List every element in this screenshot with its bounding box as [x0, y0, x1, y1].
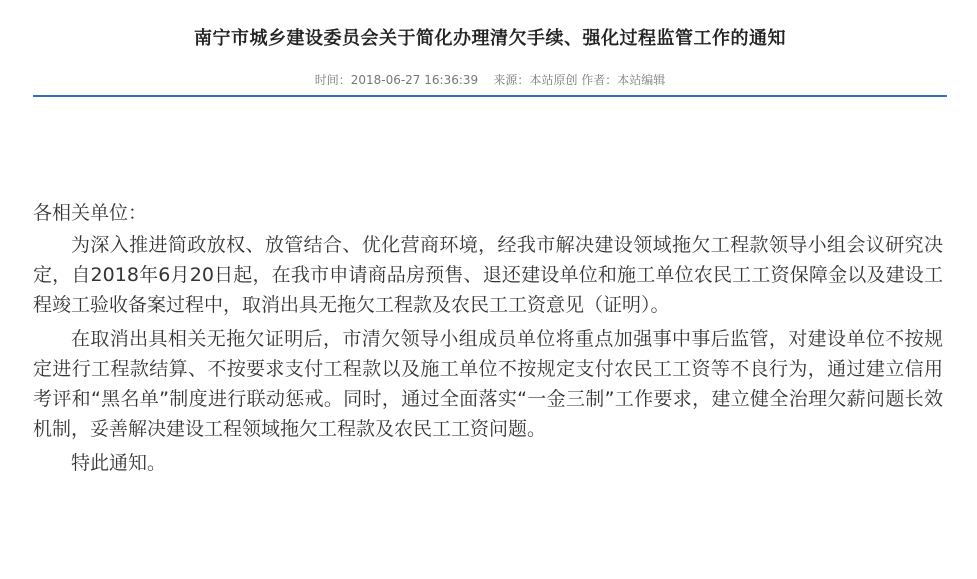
- author-label: 作者：: [581, 73, 618, 87]
- article-meta: [33, 71, 947, 88]
- publish-time: 2018-06-27 16:36:39: [350, 73, 479, 87]
- time-label: 时间：: [314, 73, 351, 87]
- paragraph-2: 在取消出具相关无拖欠证明后，市清欠领导小组成员单位将重点加强事中事后监管，对建设单位不按规定进行工程款结算、不按要求支付工程款以及施工单位不按规定支付农民工工资等不良行为，通过建立信用考评和“黑名单”制度进行联动惩戒。同时，通过全面落实“一金三制”工作要求，建立健全治理欠薪问题长效机制，妥善解决建设工程领域拖欠工程款及农民工工资问题。: [33, 328, 943, 440]
- page-title: 南宁市城乡建设委员会关于简化办理清欠手续、强化过程监管工作的通知: [194, 28, 786, 49]
- article-body: [33, 198, 943, 482]
- author-value: 本站编辑: [617, 73, 666, 87]
- salutation: 各相关单位：: [33, 202, 148, 224]
- paragraph-1: 为深入推进简政放权、放管结合、优化营商环境，经我市解决建设领域拖欠工程款领导小组会议研究决定，自2018年6月20日起，在我市申请商品房预售、退还建设单位和施工单位农民工工资保障金以及建设工程竣工验收备案过程中，取消出具无拖欠工程款及农民工工资意见（证明）。: [33, 234, 943, 316]
- paragraph-closing: 特此通知。: [71, 452, 167, 474]
- article-header: [33, 0, 947, 97]
- source-value: 本站原创: [529, 73, 578, 87]
- source-label: 来源：: [493, 73, 530, 87]
